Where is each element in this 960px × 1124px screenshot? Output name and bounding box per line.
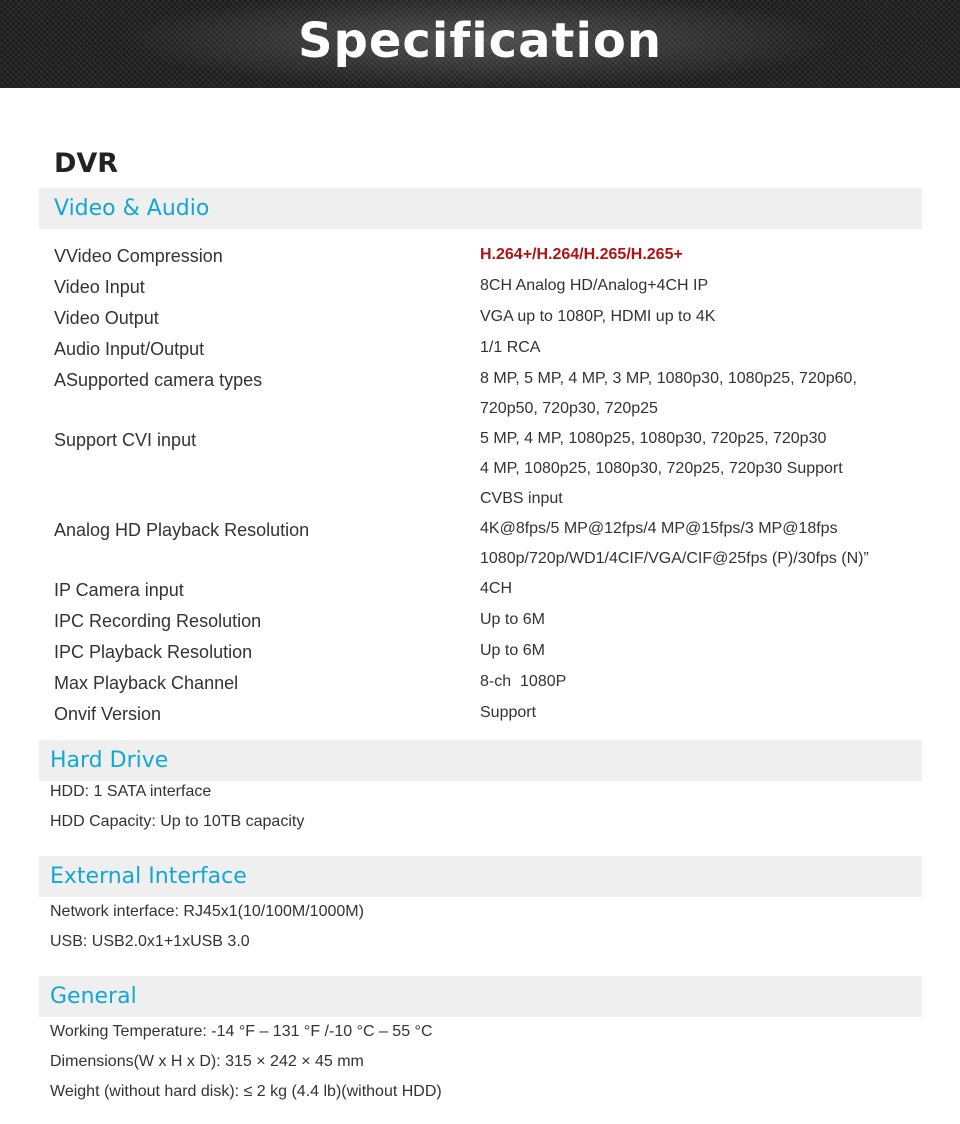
spec-value-line: 1080p/720p/WD1/4CIF/VGA/CIF@25fps (P)/30fps (N)”	[480, 550, 869, 567]
spec-value	[480, 240, 920, 271]
spec-row-analog-hd-playback	[54, 514, 924, 574]
section-header-video-audio	[39, 188, 922, 229]
spec-row-max-playback-channel	[54, 667, 924, 698]
section-header-general	[39, 976, 922, 1017]
spec-value	[480, 333, 920, 364]
spec-label: Onvif Version	[54, 704, 162, 724]
spec-value-line: 4K@8fps/5 MP@12fps/4 MP@15fps/3 MP@18fps	[480, 520, 838, 537]
spec-label: ASupported camera types	[54, 370, 263, 390]
list-item: HDD Capacity: Up to 10TB capacity	[50, 813, 305, 830]
spec-value-line: 720p50, 720p30, 720p25	[480, 400, 658, 417]
header-banner	[0, 0, 960, 88]
spec-value-line: 1/1 RCA	[480, 339, 541, 356]
section-title: General	[50, 984, 137, 1009]
spec-value-line: 4 MP, 1080p25, 1080p30, 720p25, 720p30 Support	[480, 460, 843, 477]
spec-label: Analog HD Playback Resolution	[54, 520, 310, 540]
spec-row-ipc-recording	[54, 605, 924, 636]
spec-value	[480, 605, 920, 636]
section-title: Hard Drive	[50, 748, 169, 773]
spec-value-line: Up to 6M	[480, 642, 545, 659]
spec-value-line: Up to 6M	[480, 611, 545, 628]
list-item: Network interface: RJ45x1(10/100M/1000M)	[50, 903, 364, 920]
spec-value	[480, 364, 920, 424]
video-audio-spec-table	[54, 240, 924, 729]
spec-label: VVideo Compression	[54, 246, 223, 266]
spec-row-video-input	[54, 271, 924, 302]
spec-value-line: CVBS input	[480, 490, 563, 507]
spec-value	[480, 636, 920, 667]
section-header-hard-drive	[39, 740, 922, 781]
spec-value	[480, 424, 920, 514]
spec-value	[480, 271, 920, 302]
spec-value	[480, 514, 920, 574]
spec-row-supported-camera-types	[54, 364, 924, 424]
spec-label: IP Camera input	[54, 580, 184, 600]
spec-value	[480, 667, 920, 698]
spec-label: Video Input	[54, 277, 145, 297]
spec-label: Audio Input/Output	[54, 339, 205, 359]
spec-label: Support CVI input	[54, 430, 197, 450]
spec-value-line: H.264+/H.264/H.265/H.265+	[480, 246, 683, 263]
spec-value-line: Support	[480, 704, 537, 721]
page-title: Specification	[297, 13, 663, 69]
spec-row-video-output	[54, 302, 924, 333]
spec-value	[480, 302, 920, 333]
spec-row-audio-io	[54, 333, 924, 364]
list-item: Dimensions(W x H x D): 315 × 242 × 45 mm	[50, 1053, 364, 1070]
section-header-external-interface	[39, 856, 922, 897]
external-interface-list	[50, 897, 364, 957]
spec-row-ipc-playback	[54, 636, 924, 667]
spec-label: IPC Playback Resolution	[54, 642, 253, 662]
spec-label: Video Output	[54, 308, 159, 328]
list-item: USB: USB2.0x1+1xUSB 3.0	[50, 933, 250, 950]
spec-label: Max Playback Channel	[54, 673, 239, 693]
section-title: Video & Audio	[54, 196, 210, 221]
general-list	[50, 1017, 442, 1107]
spec-value-line: 8-ch 1080P	[480, 673, 567, 690]
section-title: External Interface	[50, 864, 247, 889]
spec-value-line: 5 MP, 4 MP, 1080p25, 1080p30, 720p25, 720p30	[480, 430, 827, 447]
spec-row-onvif-version	[54, 698, 924, 729]
spec-row-cvi-input	[54, 424, 924, 514]
spec-value-line: 8 MP, 5 MP, 4 MP, 3 MP, 1080p30, 1080p25, 720p60,	[480, 370, 857, 387]
product-title: DVR	[54, 148, 119, 179]
spec-row-ip-camera-input	[54, 574, 924, 605]
spec-row-video-compression	[54, 240, 924, 271]
list-item: Working Temperature: -14 °F – 131 °F /-10 °C – 55 °C	[50, 1023, 433, 1040]
spec-value	[480, 574, 920, 605]
spec-value	[480, 698, 920, 729]
spec-value-line: 8CH Analog HD/Analog+4CH IP	[480, 277, 709, 294]
spec-value-line: 4CH	[480, 580, 513, 597]
list-item: Weight (without hard disk): ≤ 2 kg (4.4 lb)(without HDD)	[50, 1083, 442, 1100]
spec-label: IPC Recording Resolution	[54, 611, 262, 631]
list-item: HDD: 1 SATA interface	[50, 783, 212, 800]
hard-drive-list	[50, 777, 304, 837]
spec-value-line: VGA up to 1080P, HDMI up to 4K	[480, 308, 716, 325]
